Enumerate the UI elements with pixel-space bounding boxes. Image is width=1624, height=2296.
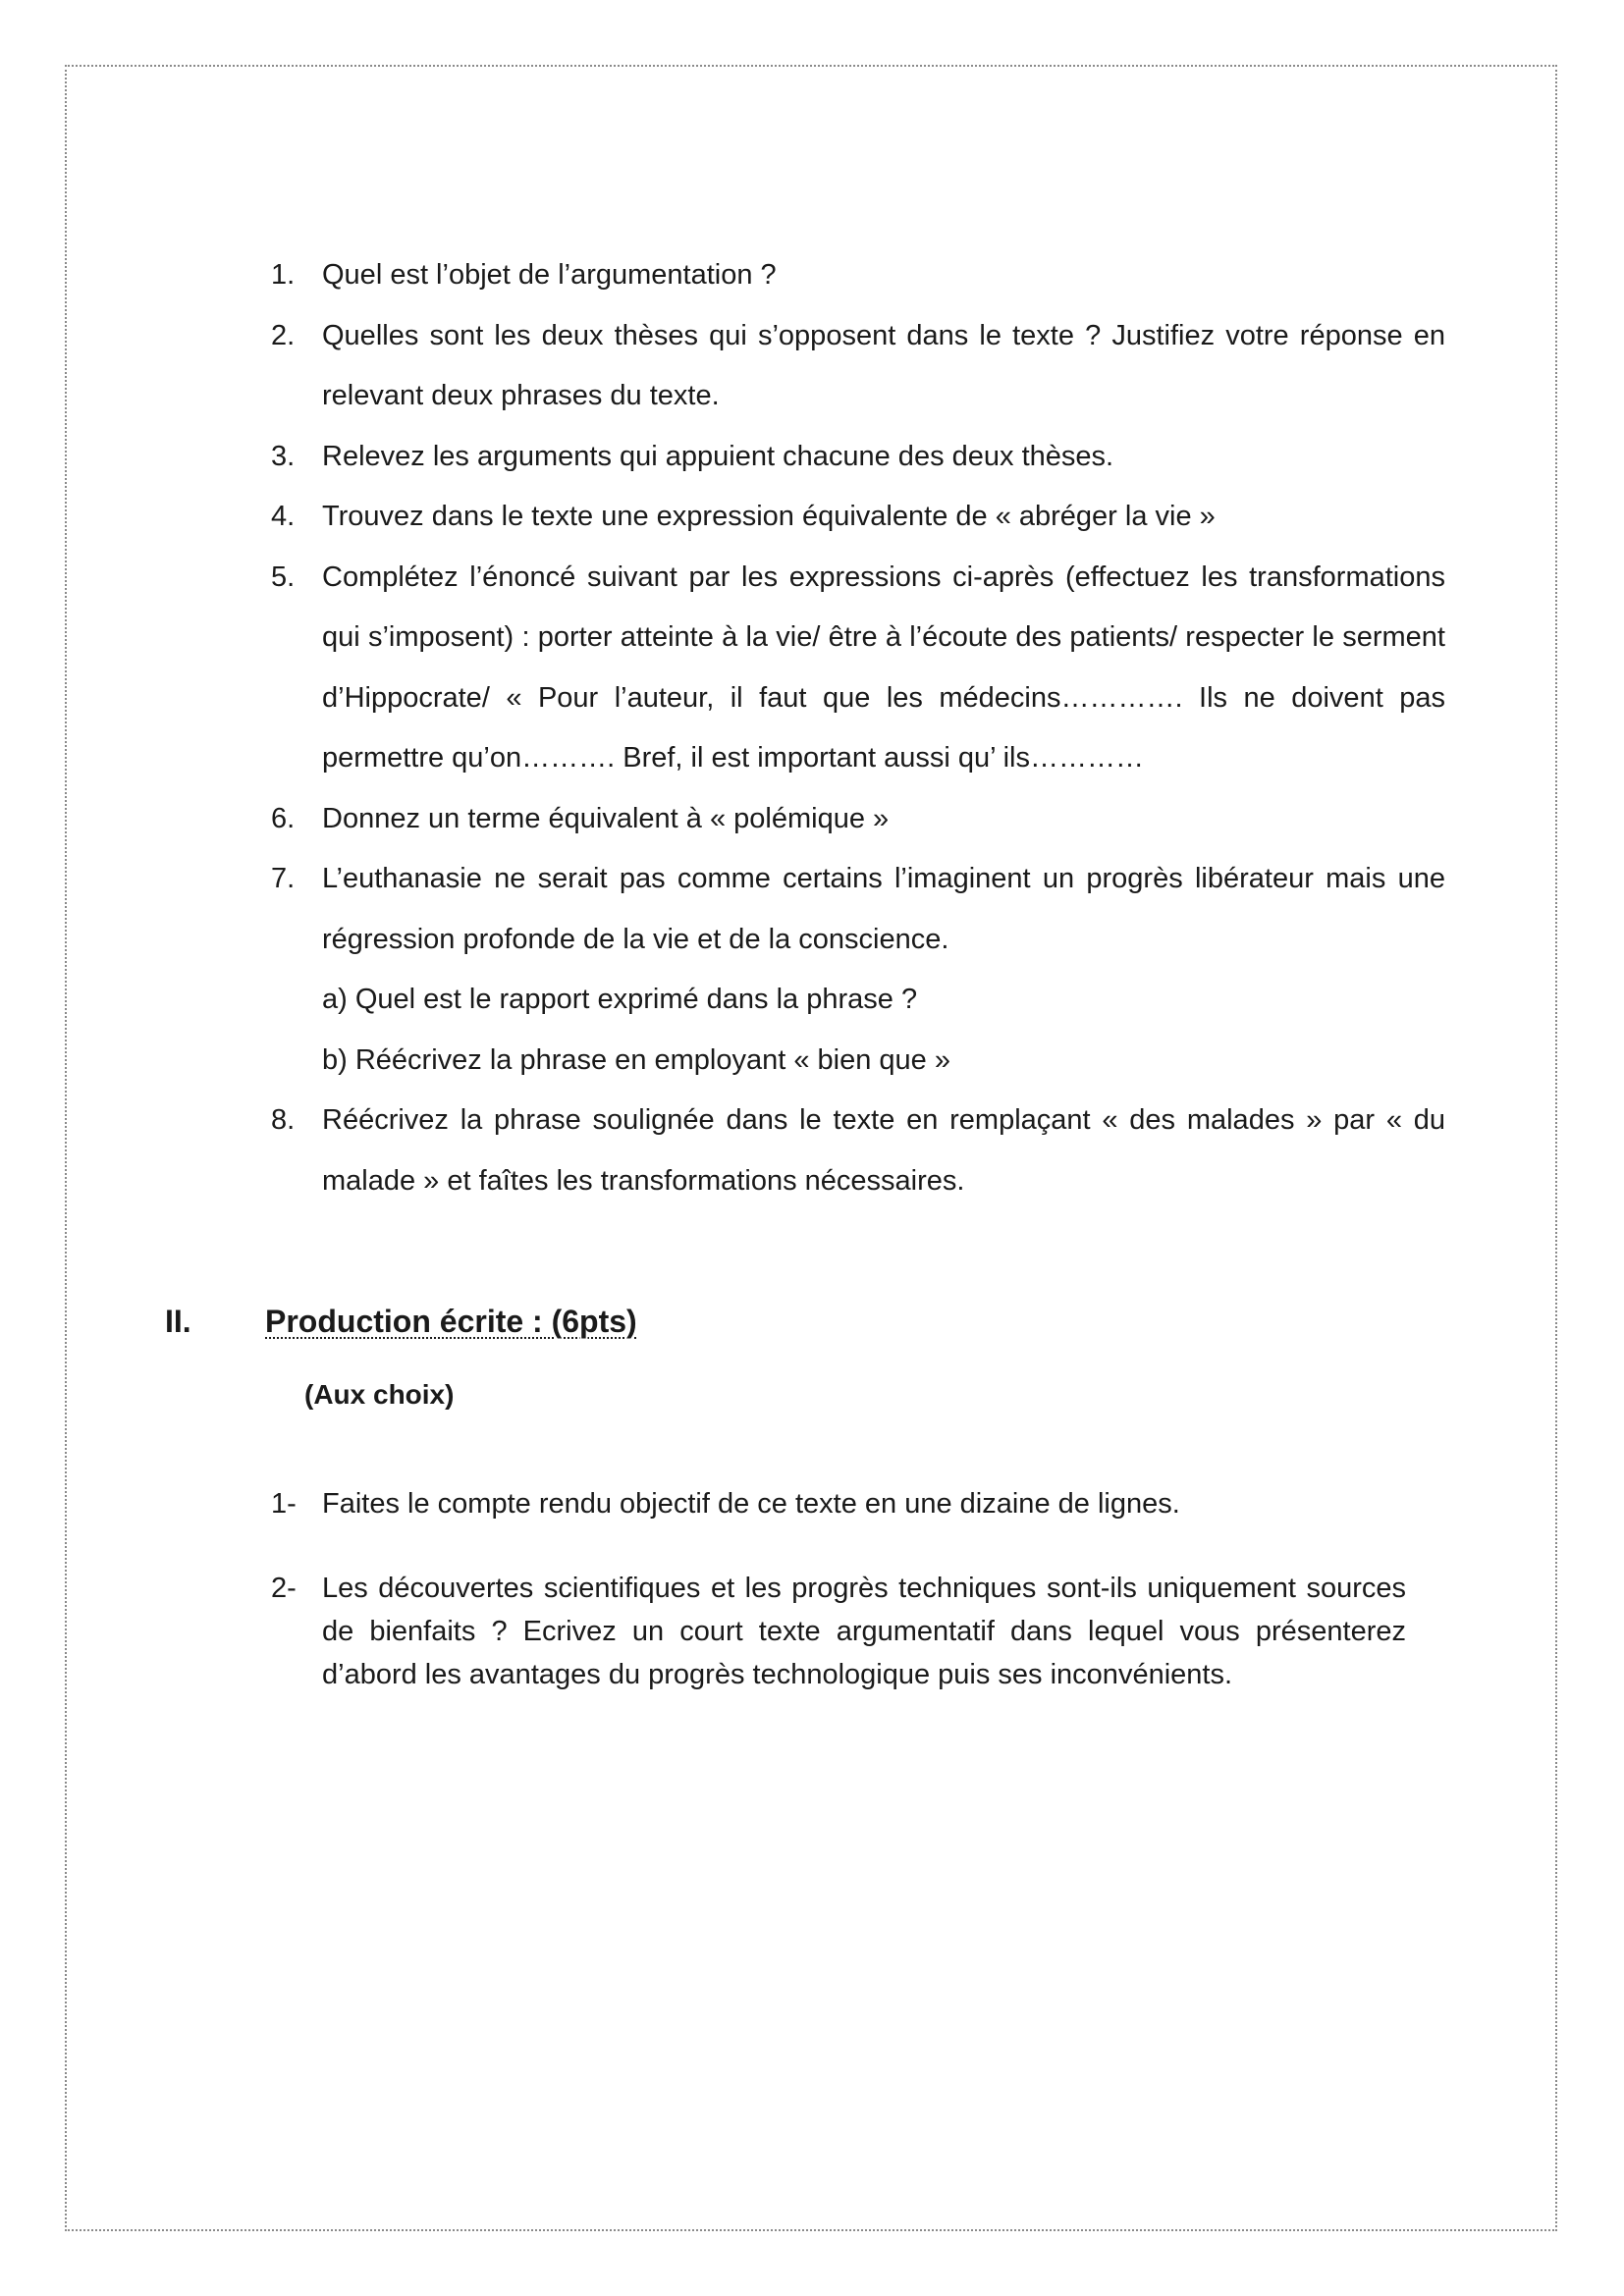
question-6 bbox=[271, 789, 1445, 850]
question-2 bbox=[271, 306, 1445, 427]
question-number: 2. bbox=[271, 319, 296, 351]
task-number: 2- bbox=[271, 1573, 297, 1604]
question-7 bbox=[271, 849, 1445, 1091]
question-text: Donnez un terme équivalent à « polémique » bbox=[322, 802, 890, 834]
question-text: L’euthanasie ne serait pas comme certains l’imaginent un progrès libérateur mais une régression profonde de la vie et de la conscience. bbox=[322, 863, 1445, 955]
sub-question-a: a) Quel est le rapport exprimé dans la phrase ? bbox=[322, 984, 918, 1015]
question-5 bbox=[271, 548, 1445, 789]
question-text: Réécrivez la phrase soulignée dans le texte en remplaçant « des malades » par « du malade » et faîtes les transformations nécessaires. bbox=[322, 1104, 1445, 1197]
question-text: Relevez les arguments qui appuient chacune des deux thèses. bbox=[322, 440, 1114, 472]
sub-question-b: b) Réécrivez la phrase en employant « bien que » bbox=[322, 1043, 950, 1076]
question-number: 8. bbox=[271, 1104, 296, 1136]
question-number: 6. bbox=[271, 802, 296, 834]
task-text: Faites le compte rendu objectif de ce texte en une dizaine de lignes. bbox=[322, 1488, 1180, 1520]
task-2 bbox=[271, 1567, 1406, 1696]
section-title: Production écrite : (6pts) bbox=[265, 1304, 637, 1339]
question-text: Quel est l’objet de l’argumentation ? bbox=[322, 259, 777, 291]
task-text: Les découvertes scientifiques et les progrès techniques sont-ils uniquement sources de bienfaits ? Ecrivez un court texte argumentatif dans lequel vous présenterez d’abord les avantages du progrès technologique puis ses inconvénients. bbox=[322, 1573, 1406, 1690]
question-number: 5. bbox=[271, 561, 296, 593]
task-1 bbox=[271, 1482, 1406, 1525]
question-number: 7. bbox=[271, 863, 296, 894]
question-8 bbox=[271, 1091, 1445, 1211]
question-4 bbox=[271, 487, 1445, 548]
question-text: Trouvez dans le texte une expression équivalente de « abréger la vie » bbox=[322, 501, 1216, 532]
section-number: II. bbox=[165, 1304, 191, 1339]
question-number: 1. bbox=[271, 259, 296, 291]
section-subtitle: (Aux choix) bbox=[304, 1379, 455, 1410]
question-1 bbox=[271, 245, 1445, 306]
questions-block bbox=[271, 245, 1445, 1211]
question-text: Quelles sont les deux thèses qui s’opposent dans le texte ? Justifiez votre réponse en relevant deux phrases du texte. bbox=[322, 319, 1445, 411]
task-number: 1- bbox=[271, 1488, 297, 1520]
writing-tasks bbox=[271, 1482, 1406, 1696]
question-number: 3. bbox=[271, 440, 296, 472]
question-number: 4. bbox=[271, 501, 296, 532]
question-3 bbox=[271, 427, 1445, 488]
question-text: Complétez l’énoncé suivant par les expressions ci-après (effectuez les transformations qui s’imposent) : porter atteinte à la vie/ être à l’écoute des patients/ respecter le serment d’Hippocrate/ « Pour l’auteur, il faut que les médecins…………. Ils ne doivent pas permettre qu’on………. Bref, il est important aussi qu’ ils………… bbox=[322, 561, 1445, 774]
section-production-ecrite bbox=[165, 1304, 1441, 1411]
questions-list bbox=[271, 245, 1445, 1211]
section-heading bbox=[165, 1304, 1441, 1340]
